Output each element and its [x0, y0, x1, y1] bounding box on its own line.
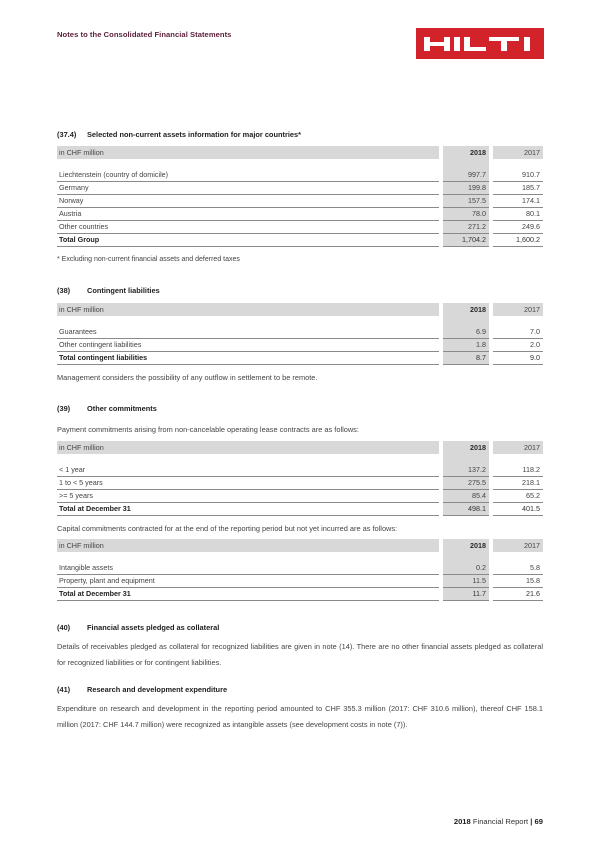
section-number: (37.4)	[57, 130, 77, 139]
value-2018: 78.0	[443, 208, 489, 221]
table-row	[57, 477, 543, 490]
hilti-logo	[416, 28, 544, 59]
value-2018: 157.5	[443, 195, 489, 208]
table-row	[57, 208, 543, 221]
footnote: * Excluding non-current financial assets and deferred taxes	[57, 256, 240, 263]
running-head-title: Notes to the Consolidated Financial Statements	[57, 30, 232, 39]
col-2018-header: 2018	[443, 539, 489, 552]
col-2018-header: 2018	[443, 441, 489, 454]
table-row	[57, 182, 543, 195]
section-note: Management considers the possibility of any outflow in settlement to be remote.	[57, 373, 318, 382]
row-label: Norway	[57, 195, 439, 208]
unit-label: in CHF million	[57, 539, 439, 552]
value-2017: 80.1	[493, 208, 543, 221]
section-37-4	[57, 130, 543, 263]
section-heading	[57, 286, 543, 296]
row-label: >= 5 years	[57, 490, 439, 503]
value-2018: 11.5	[443, 575, 489, 588]
total-2018: 8.7	[443, 352, 489, 365]
lease-intro: Payment commitments arising from non-cancelable operating lease contracts are as follows:	[57, 425, 359, 434]
table-row	[57, 490, 543, 503]
countries-assets-table	[57, 146, 543, 247]
hilti-logo-icon	[416, 28, 544, 59]
total-2017: 1,600.2	[493, 234, 543, 247]
report-name: Financial Report	[472, 817, 529, 826]
folio-separator: |	[530, 817, 533, 826]
section-heading	[57, 623, 543, 633]
section-title: Financial assets pledged as collateral	[87, 623, 220, 632]
row-label: Property, plant and equipment	[57, 575, 439, 588]
value-2017: 15.8	[493, 575, 543, 588]
total-2018: 11.7	[443, 588, 489, 601]
contingent-liabilities-table	[57, 303, 543, 365]
section-number: (38)	[57, 286, 71, 295]
col-2017-header: 2017	[493, 441, 543, 454]
value-2017: 174.1	[493, 195, 543, 208]
unit-label: in CHF million	[57, 303, 439, 316]
table-header-row	[57, 303, 543, 316]
table-total-row	[57, 234, 543, 247]
row-label: Intangible assets	[57, 562, 439, 575]
capital-intro: Capital commitments contracted for at the end of the reporting period but not yet incurred are as follows:	[57, 524, 398, 533]
section-38	[57, 286, 543, 383]
value-2018: 199.8	[443, 182, 489, 195]
value-2017: 2.0	[493, 339, 543, 352]
table-row	[57, 562, 543, 575]
section-paragraph: Expenditure on research and development in the reporting period amounted to CHF 355.3 million (2017: CHF 310.6 million), thereof CHF 158.1 million (2017: CHF 144.7 million) were recognized as intangible assets (see development costs in note (7)).	[57, 704, 543, 729]
table-row	[57, 169, 543, 182]
value-2018: 1.8	[443, 339, 489, 352]
value-2017: 65.2	[493, 490, 543, 503]
value-2018: 85.4	[443, 490, 489, 503]
table-row	[57, 221, 543, 234]
page-number: 69	[534, 817, 543, 826]
capital-commitments-table	[57, 539, 543, 601]
section-heading	[57, 404, 543, 414]
section-39	[57, 404, 543, 601]
row-label: Guarantees	[57, 326, 439, 339]
col-2018-header: 2018	[443, 303, 489, 316]
value-2017: 185.7	[493, 182, 543, 195]
table-row	[57, 326, 543, 339]
row-label: Austria	[57, 208, 439, 221]
value-2018: 271.2	[443, 221, 489, 234]
section-title: Contingent liabilities	[87, 286, 160, 295]
total-2017: 9.0	[493, 352, 543, 365]
section-number: (41)	[57, 685, 71, 694]
table-total-row	[57, 503, 543, 516]
value-2018: 137.2	[443, 464, 489, 477]
table-header-row	[57, 146, 543, 159]
table-row	[57, 464, 543, 477]
row-label: 1 to < 5 years	[57, 477, 439, 490]
value-2018: 6.9	[443, 326, 489, 339]
col-2018-header: 2018	[443, 146, 489, 159]
total-2017: 401.5	[493, 503, 543, 516]
section-40	[57, 623, 543, 670]
value-2017: 249.6	[493, 221, 543, 234]
row-label: Other contingent liabilities	[57, 339, 439, 352]
section-number: (40)	[57, 623, 71, 632]
total-label: Total contingent liabilities	[57, 352, 439, 365]
row-label: Other countries	[57, 221, 439, 234]
value-2018: 0.2	[443, 562, 489, 575]
col-2017-header: 2017	[493, 146, 543, 159]
value-2017: 910.7	[493, 169, 543, 182]
col-2017-header: 2017	[493, 303, 543, 316]
row-label: Liechtenstein (country of domicile)	[57, 169, 439, 182]
unit-label: in CHF million	[57, 441, 439, 454]
value-2017: 118.2	[493, 464, 543, 477]
section-number: (39)	[57, 404, 71, 413]
section-41	[57, 685, 543, 732]
value-2017: 7.0	[493, 326, 543, 339]
section-paragraph: Details of receivables pledged as collateral for recognized liabilities are given in note (14). There are no other financial assets pledged as collateral for recognized liabilities or for contingent liabilities.	[57, 642, 543, 667]
table-header-row	[57, 441, 543, 454]
row-label: Germany	[57, 182, 439, 195]
table-row	[57, 575, 543, 588]
total-2017: 21.6	[493, 588, 543, 601]
col-2017-header: 2017	[493, 539, 543, 552]
table-header-row	[57, 539, 543, 552]
table-row	[57, 339, 543, 352]
value-2018: 997.7	[443, 169, 489, 182]
total-2018: 498.1	[443, 503, 489, 516]
unit-label: in CHF million	[57, 146, 439, 159]
table-total-row	[57, 588, 543, 601]
section-title: Other commitments	[87, 404, 157, 413]
value-2018: 275.5	[443, 477, 489, 490]
section-heading	[57, 685, 543, 695]
table-total-row	[57, 352, 543, 365]
section-heading	[57, 130, 543, 140]
value-2017: 218.1	[493, 477, 543, 490]
total-2018: 1,704.2	[443, 234, 489, 247]
total-label: Total at December 31	[57, 503, 439, 516]
value-2017: 5.8	[493, 562, 543, 575]
section-title: Research and development expenditure	[87, 685, 228, 694]
report-year: 2018	[453, 817, 471, 826]
total-label: Total at December 31	[57, 588, 439, 601]
lease-commitments-table	[57, 441, 543, 516]
total-label: Total Group	[57, 234, 439, 247]
section-title: Selected non-current assets information for major countries*	[87, 130, 301, 139]
row-label: < 1 year	[57, 464, 439, 477]
page-folio	[454, 817, 543, 826]
table-row	[57, 195, 543, 208]
